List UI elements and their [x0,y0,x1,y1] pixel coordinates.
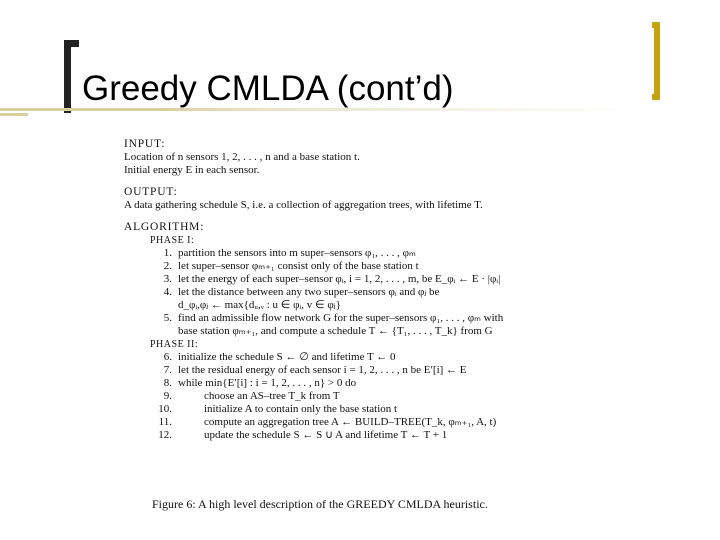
title-underline-stub [0,113,28,116]
algorithm-heading: ALGORITHM: [124,221,205,233]
step-number: 9. [163,390,172,402]
algorithm-figure [124,138,594,442]
step-text: base station φₘ₊₁, and compute a schedule T ← {T₁, . . . , T_k} from G [178,325,493,337]
algorithm-step [124,364,594,377]
title-underline [0,108,640,111]
step-number: 11. [158,416,172,428]
step-number [124,325,178,338]
algorithm-step-continuation [124,299,594,312]
algorithm-step [124,273,594,286]
step-text: while min{E′[i] : i = 1, 2, . . . , n} > 0 do [178,377,357,389]
slide-title: Greedy CMLDA (cont’d) [82,69,454,108]
step-text: d_φᵢ,φⱼ ← max{dᵤ,ᵥ : u ∈ φᵢ, v ∈ φⱼ} [178,299,341,311]
step-number: 1. [163,247,172,259]
algorithm-step [124,286,594,299]
step-number: 2. [163,260,172,272]
step-text: let super–sensor φₘ₊₁ consist only of the base station t [178,260,419,272]
title-left-bracket [64,40,79,113]
title-right-bracket [652,22,660,100]
step-number: 10. [158,403,172,415]
phase1-label: PHASE I: [150,235,195,246]
figure-caption: Figure 6: A high level description of the GREEDY CMLDA heuristic. [152,497,488,511]
algorithm-step [124,260,594,273]
step-number: 12. [158,429,172,441]
step-number: 7. [163,364,172,376]
algorithm-step [124,247,594,260]
step-text: partition the sensors into m super–sensors φ₁, . . . , φₘ [178,247,416,259]
output-line: A data gathering schedule S, i.e. a collection of aggregation trees, with lifetime T. [124,199,483,211]
step-text: let the residual energy of each sensor i = 1, 2, . . . , n be E′[i] ← E [178,364,467,376]
algorithm-step [124,416,594,429]
step-text: choose an AS–tree T_k from T [204,390,340,402]
step-number: 5. [163,312,172,324]
algorithm-step-continuation [124,325,594,338]
input-line: Initial energy E in each sensor. [124,164,260,176]
algorithm-step [124,377,594,390]
step-text: let the distance between any two super–sensors φᵢ and φⱼ be [178,286,440,298]
algorithm-step [124,429,594,442]
output-heading: OUTPUT: [124,186,178,198]
algorithm-step [124,312,594,325]
phase2-label: PHASE II: [150,339,199,350]
input-heading: INPUT: [124,138,166,150]
algorithm-step [124,351,594,364]
step-number: 3. [163,273,172,285]
step-text: initialize the schedule S ← ∅ and lifetime T ← 0 [178,351,396,363]
step-number: 4. [163,286,172,298]
step-text: compute an aggregation tree A ← BUILD–TREE(T_k, φₘ₊₁, A, t) [204,416,497,428]
input-line: Location of n sensors 1, 2, . . . , n and a base station t. [124,151,360,163]
step-number [124,299,178,312]
step-text: update the schedule S ← S ∪ A and lifetime T ← T + 1 [204,429,448,441]
step-number: 8. [163,377,172,389]
step-text: let the energy of each super–sensor φᵢ, i = 1, 2, . . . , m, be E_φᵢ ← E · |φᵢ| [178,273,501,285]
step-text: initialize A to contain only the base station t [204,403,398,415]
step-number: 6. [163,351,172,363]
step-text: find an admissible flow network G for the super–sensors φ₁, . . . , φₘ with [178,312,504,324]
algorithm-step [124,390,594,403]
algorithm-step [124,403,594,416]
